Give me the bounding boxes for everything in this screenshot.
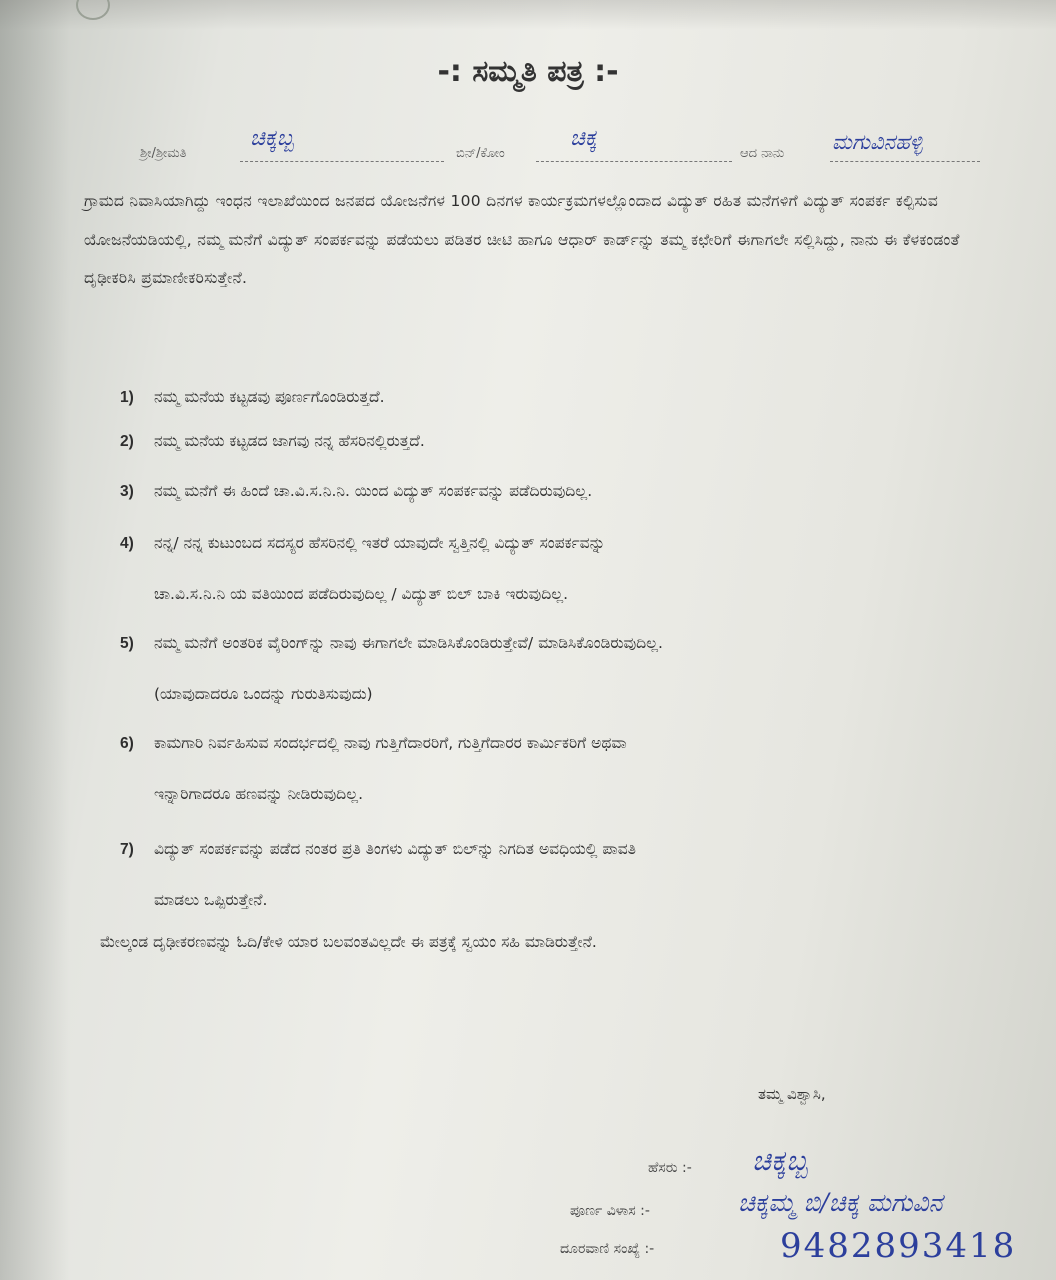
clause-number: 3)	[120, 483, 134, 500]
signer-name-label: ಹೆಸರು :-	[648, 1160, 692, 1176]
phone-label: ದೂರವಾಣಿ ಸಂಖ್ಯೆ :-	[560, 1241, 655, 1257]
declarant-fill-line	[140, 126, 1000, 172]
clause-text: ವಿದ್ಯುತ್ ಸಂಪರ್ಕವನ್ನು ಪಡೆದ ನಂತರ ಪ್ರತಿ ತಿಂಗಳು ವಿದ್ಯುತ್ ಬಿಲ್‌ನ್ನು ನಿಗದಿತ ಅವಧಿಯಲ್ಲಿ ಪಾವತಿ	[154, 840, 636, 858]
clause-7	[120, 824, 1020, 925]
clause-text: ಕಾಮಗಾರಿ ನಿರ್ವಹಿಸುವ ಸಂದರ್ಭದಲ್ಲಿ ನಾವು ಗುತ್ತಿಗೆದಾರರಿಗೆ, ಗುತ್ತಿಗೆದಾರರ ಕಾರ್ಮಿಕರಿಗೆ ಅಥವಾ	[154, 734, 627, 752]
village-handwritten: ಮಗುವಿನಹಳ್ಳಿ	[832, 130, 923, 154]
village-blank	[830, 161, 980, 162]
name-handwritten: ಚಿಕ್ಕಬ್ಬ	[250, 126, 295, 151]
relation-blank	[536, 161, 732, 162]
clause-3	[120, 466, 1020, 517]
clause-continuation: ಚಾ.ವಿ.ಸ.ನಿ.ನಿ ಯ ವತಿಯಿಂದ ಪಡೆದಿರುವುದಿಲ್ಲ / ವಿದ್ಯುತ್ ಬಿಲ್ ಬಾಕಿ ಇರುವುದಿಲ್ಲ.	[154, 585, 569, 603]
name-blank	[240, 161, 444, 162]
signer-name-handwritten: ಚಿಕ್ಕಬ್ಬ	[752, 1144, 809, 1177]
clause-text: ನಮ್ಮ ಮನೆಯ ಕಟ್ಟಡದ ಜಾಗವು ನನ್ನ ಹೆಸರಿನಲ್ಲಿರುತ್ತದೆ.	[154, 432, 425, 450]
clause-6	[120, 718, 1020, 819]
relation-handwritten: ಚಿಕ್ಕ	[570, 126, 597, 151]
village-prefix: ಆದ ನಾನು	[740, 146, 785, 161]
relation-label: ಬಿನ್/ಕೋಂ	[456, 146, 505, 161]
name-label: ಶ್ರೀ/ಶ್ರೀಮತಿ	[140, 146, 187, 161]
address-label: ಪೂರ್ಣ ವಿಳಾಸ :-	[570, 1203, 650, 1219]
clause-text: ನಮ್ಮ ಮನೆಯ ಕಟ್ಟಡವು ಪೂರ್ಣಗೊಂಡಿರುತ್ತದೆ.	[154, 388, 385, 406]
clause-continuation: ಮಾಡಲು ಒಪ್ಪಿರುತ್ತೇನೆ.	[154, 891, 268, 909]
clause-continuation: ಇನ್ನಾರಿಗಾದರೂ ಹಣವನ್ನು ನೀಡಿರುವುದಿಲ್ಲ.	[154, 785, 364, 803]
clause-number: 4)	[120, 535, 134, 552]
clause-number: 5)	[120, 635, 134, 652]
clause-text: ನನ್ನ/ ನನ್ನ ಕುಟುಂಬದ ಸದಸ್ಯರ ಹೆಸರಿನಲ್ಲಿ ಇತರೆ ಯಾವುದೇ ಸ್ವತ್ತಿನಲ್ಲಿ ವಿದ್ಯುತ್ ಸಂಪರ್ಕವನ್ನು	[154, 534, 606, 552]
page-top-shadow	[0, 0, 1056, 30]
closing-statement: ಮೇಲ್ಕಂಡ ದೃಢೀಕರಣವನ್ನು ಓದಿ/ಕೇಳಿ ಯಾರ ಬಲವಂತವಿಲ್ಲದೇ ಈ ಪತ್ರಕ್ಕೆ ಸ್ವಯಂ ಸಹಿ ಮಾಡಿರುತ್ತೇನೆ.	[100, 933, 597, 951]
clause-5	[120, 618, 1020, 719]
clause-text: ನಮ್ಮ ಮನೆಗೆ ಅಂತರಿಕ ವೈರಿಂಗ್‌ನ್ನು ನಾವು ಈಗಾಗಲೇ ಮಾಡಿಸಿಕೊಂಡಿರುತ್ತೇವೆ/ ಮಾಡಿಸಿಕೊಂಡಿರುವುದಿಲ್ಲ.	[154, 634, 663, 652]
document-title: -: ಸಮ್ಮತಿ ಪತ್ರ :-	[437, 54, 619, 89]
clause-2	[120, 416, 1020, 467]
yours-faithfully: ತಮ್ಮ ವಿಶ್ವಾಸಿ,	[758, 1085, 826, 1103]
clause-text: ನಮ್ಮ ಮನೆಗೆ ಈ ಹಿಂದೆ ಚಾ.ವಿ.ಸ.ನಿ.ನಿ. ಯಿಂದ ವಿದ್ಯುತ್ ಸಂಪರ್ಕವನ್ನು ಪಡೆದಿರುವುದಿಲ್ಲ.	[154, 482, 593, 500]
clause-number: 7)	[120, 841, 134, 858]
clause-continuation: (ಯಾವುದಾದರೂ ಒಂದನ್ನು ಗುರುತಿಸುವುದು)	[154, 685, 373, 703]
page-shadow	[0, 0, 70, 1280]
clause-number: 1)	[120, 389, 134, 406]
clause-number: 2)	[120, 433, 134, 450]
address-handwritten: ಚಿಕ್ಕಮ್ಮ ಬಿ/ಚಿಕ್ಕ ಮಗುವಿನ	[738, 1188, 943, 1217]
clause-4	[120, 518, 1020, 619]
phone-handwritten: 9482893418	[780, 1226, 1017, 1266]
declaration-paragraph: ಗ್ರಾಮದ ನಿವಾಸಿಯಾಗಿದ್ದು ಇಂಧನ ಇಲಾಖೆಯಿಂದ ಜನಪದ ಯೋಜನೆಗಳ 100 ದಿನಗಳ ಕಾರ್ಯಕ್ರಮಗಳಲ್ಲೊಂದಾದ ವಿದ್ಯುತ್ ರಹಿತ ಮನೆಗಳಿಗೆ ವಿದ್ಯುತ್ ಸಂಪರ್ಕ ಕಲ್ಪಿಸುವ ಯೋಜನೆಯಡಿಯಲ್ಲಿ, ನಮ್ಮ ಮನೆಗೆ ವಿದ್ಯುತ್ ಸಂಪರ್ಕವನ್ನು ಪಡೆಯಲು ಪಡಿತರ ಚೀಟಿ ಹಾಗೂ ಆಧಾರ್ ಕಾರ್ಡ್‌ನ್ನು ತಮ್ಮ ಕಛೇರಿಗೆ ಈಗಾಗಲೇ ಸಲ್ಲಿಸಿದ್ದು, ನಾನು ಈ ಕೆಳಕಂಡಂತೆ ದೃಢೀಕರಿಸಿ ಪ್ರಮಾಣೀಕರಿಸುತ್ತೇನೆ.	[84, 192, 960, 287]
clause-number: 6)	[120, 735, 134, 752]
